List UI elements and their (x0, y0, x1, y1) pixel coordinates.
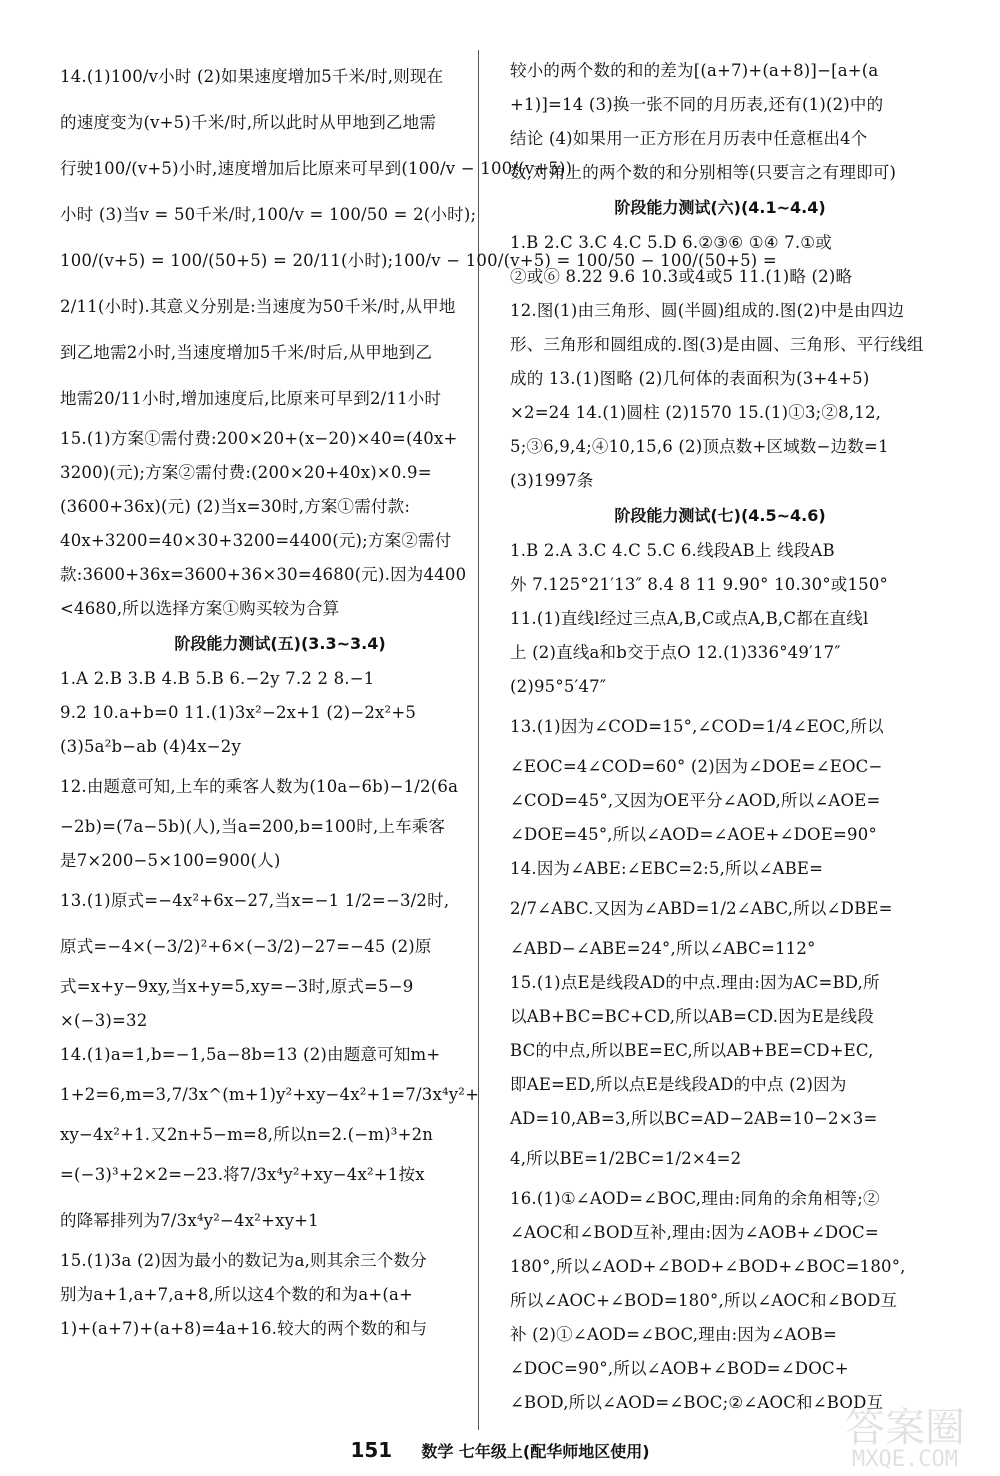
text-line: 较小的两个数的和的差为[(a+7)+(a+8)]−[a+(a (510, 61, 879, 80)
text-line: 成的 13.(1)图略 (2)几何体的表面积为(3+4+5) (510, 369, 870, 388)
text-line: 的降幂排列为7/3x⁴y²−4x²+xy+1 (60, 1211, 319, 1230)
text-line: xy−4x²+1.又2n+5−m=8,所以n=2.(−m)³+2n (60, 1125, 434, 1144)
text-line: ∠DOE=45°,所以∠AOD=∠AOE+∠DOE=90° (510, 825, 877, 844)
page-number: 151 (350, 1438, 393, 1462)
text-line: ∠DOC=90°,所以∠AOB+∠BOD=∠DOC+ (510, 1359, 849, 1378)
text-line: 原式=−4×(−3/2)²+6×(−3/2)−27=−45 (2)原 (60, 937, 432, 956)
text-line: 地需20/11小时,增加速度后,比原来可早到2/11小时 (60, 389, 442, 408)
text-line: 2/7∠ABC.又因为∠ABD=1/2∠ABC,所以∠DBE= (510, 899, 893, 918)
text-line: 款:3600+36x=3600+36×30=4680(元).因为4400 (60, 565, 467, 584)
section-heading: 阶段能力测试(六)(4.1~4.4) (614, 198, 826, 217)
text-line: ×2=24 14.(1)圆柱 (2)1570 15.(1)①3;②8,12, (510, 403, 882, 422)
text-line: 小时 (3)当v = 50千米/时,100/v = 100/50 = 2(小时); (60, 205, 477, 224)
text-line: 是7×200−5×100=900(人) (60, 851, 281, 870)
text-line: 15.(1)方案①需付费:200×20+(x−20)×40=(40x+ (60, 429, 458, 448)
text-line: 以AB+BC=BC+CD,所以AB=CD.因为E是线段 (510, 1007, 874, 1026)
text-line: 11.(1)直线l经过三点A,B,C或点A,B,C都在直线l (510, 609, 869, 628)
text-line: ∠EOC=4∠COD=60° (2)因为∠DOE=∠EOC− (510, 757, 883, 776)
text-line: 14.(1)100/v小时 (2)如果速度增加5千米/时,则现在 (60, 67, 444, 86)
text-line: 4,所以BE=1/2BC=1/2×4=2 (510, 1149, 742, 1168)
text-line: 别为a+1,a+7,a+8,所以这4个数的和为a+(a+ (60, 1285, 414, 1304)
watermark-bottom: MXQE.COM (852, 1447, 958, 1472)
text-line: 1.B 2.A 3.C 4.C 5.C 6.线段AB上 线段AB (510, 541, 835, 560)
text-line: 3200)(元);方案②需付费:(200×20+40x)×0.9= (60, 463, 432, 482)
text-line: 15.(1)点E是线段AD的中点.理由:因为AC=BD,所 (510, 973, 880, 992)
text-line: 16.(1)①∠AOD=∠BOC,理由:同角的余角相等;② (510, 1189, 880, 1208)
text-line: 100/(v+5) = 100/(50+5) = 20/11(小时);100/v − 100/(v+5) = 100/50 − 100/(50+5) = (60, 251, 777, 270)
book-subtitle: 数学 七年级上(配华师地区使用) (421, 1442, 650, 1461)
text-line: 1.A 2.B 3.B 4.B 5.B 6.−2y 7.2 2 8.−1 (60, 669, 375, 688)
text-line: 的速度变为(v+5)千米/时,所以此时从甲地到乙地需 (60, 113, 437, 132)
text-line: 14.(1)a=1,b=−1,5a−8b=13 (2)由题意可知m+ (60, 1045, 441, 1064)
text-line: =(−3)³+2×2=−23.将7/3x⁴y²+xy−4x²+1按x (60, 1165, 425, 1184)
text-line: 到乙地需2小时,当速度增加5千米/时后,从甲地到乙 (60, 343, 433, 362)
text-line: 9.2 10.a+b=0 11.(1)3x²−2x+1 (2)−2x²+5 (60, 703, 417, 722)
watermark-stamp (830, 1396, 980, 1472)
text-line: <4680,所以选择方案①购买较为合算 (60, 599, 340, 618)
text-line: (3)5a²b−ab (4)4x−2y (60, 737, 241, 756)
text-line: 上 (2)直线a和b交于点O 12.(1)336°49′17″ (510, 643, 841, 662)
text-line: 补 (2)①∠AOD=∠BOC,理由:因为∠AOB= (510, 1325, 837, 1344)
text-line: (2)95°5′47″ (510, 677, 607, 696)
text-line: 180°,所以∠AOD+∠BOD+∠BOD+∠BOC=180°, (510, 1257, 906, 1276)
text-line: ∠COD=45°,又因为OE平分∠AOD,所以∠AOE= (510, 791, 881, 810)
text-line: 5;③6,9,4;④10,15,6 (2)顶点数+区域数−边数=1 (510, 437, 889, 456)
text-line: 12.由题意可知,上车的乘客人数为(10a−6b)−1/2(6a (60, 777, 459, 796)
text-line: ×(−3)=32 (60, 1011, 148, 1030)
text-line: 14.因为∠ABE:∠EBC=2:5,所以∠ABE= (510, 859, 824, 878)
text-line: BC的中点,所以BE=EC,所以AB+BE=CD+EC, (510, 1041, 874, 1060)
text-line: −2b)=(7a−5b)(人),当a=200,b=100时,上车乘客 (60, 817, 446, 836)
text-line: ∠ABD−∠ABE=24°,所以∠ABC=112° (510, 939, 816, 958)
text-line: 外 7.125°21′13″ 8.4 8 11 9.90° 10.30°或150° (510, 575, 889, 594)
text-line: 15.(1)3a (2)因为最小的数记为a,则其余三个数分 (60, 1251, 427, 1270)
watermark-top: 答案圈 (845, 1405, 965, 1451)
text-line: 数,对角上的两个数的和分别相等(只要言之有理即可) (510, 163, 897, 182)
text-line: 所以∠AOC+∠BOD=180°,所以∠AOC和∠BOD互 (510, 1291, 898, 1310)
text-line: 13.(1)原式=−4x²+6x−27,当x=−1 1/2=−3/2时, (60, 891, 450, 910)
section-heading: 阶段能力测试(七)(4.5~4.6) (614, 506, 826, 525)
text-line: 式=x+y−9xy,当x+y=5,xy=−3时,原式=5−9 (60, 977, 414, 996)
text-line: +1)]=14 (3)换一张不同的月历表,还有(1)(2)中的 (510, 95, 884, 114)
text-line: (3)1997条 (510, 471, 594, 490)
text-line: 即AE=ED,所以点E是线段AD的中点 (2)因为 (510, 1075, 847, 1094)
text-line: 行驶100/(v+5)小时,速度增加后比原来可早到(100/v − 100/(v+5)) (60, 159, 573, 178)
text-line: 形、三角形和圆组成的.图(3)是由圆、三角形、平行线组 (510, 335, 924, 354)
text-line: 1)+(a+7)+(a+8)=4a+16.较大的两个数的和与 (60, 1319, 428, 1338)
text-line: 13.(1)因为∠COD=15°,∠COD=1/4∠EOC,所以 (510, 717, 884, 736)
text-line: 40x+3200=40×30+3200=4400(元);方案②需付 (60, 531, 452, 550)
text-line: ∠BOD,所以∠AOD=∠BOC;②∠AOC和∠BOD互 (510, 1393, 884, 1412)
text-line: 结论 (4)如果用一正方形在月历表中任意框出4个 (510, 129, 868, 148)
text-line: (3600+36x)(元) (2)当x=30时,方案①需付款: (60, 497, 411, 516)
text-line: 1.B 2.C 3.C 4.C 5.D 6.②③⑥ ①④ 7.①或 (510, 233, 832, 252)
text-line: 12.图(1)由三角形、圆(半圆)组成的.图(2)中是由四边 (510, 301, 905, 320)
text-line: ②或⑥ 8.22 9.6 10.3或4或5 11.(1)略 (2)略 (510, 267, 853, 286)
right-column (510, 54, 930, 1420)
section-heading: 阶段能力测试(五)(3.3~3.4) (174, 634, 386, 653)
text-line: 1+2=6,m=3,7/3x^(m+1)y²+xy−4x²+1=7/3x⁴y²+ (60, 1085, 480, 1104)
text-line: ∠AOC和∠BOD互补,理由:因为∠AOB+∠DOC= (510, 1223, 879, 1242)
text-line: AD=10,AB=3,所以BC=AD−2AB=10−2×3= (510, 1109, 878, 1128)
text-line: 2/11(小时).其意义分别是:当速度为50千米/时,从甲地 (60, 297, 456, 316)
